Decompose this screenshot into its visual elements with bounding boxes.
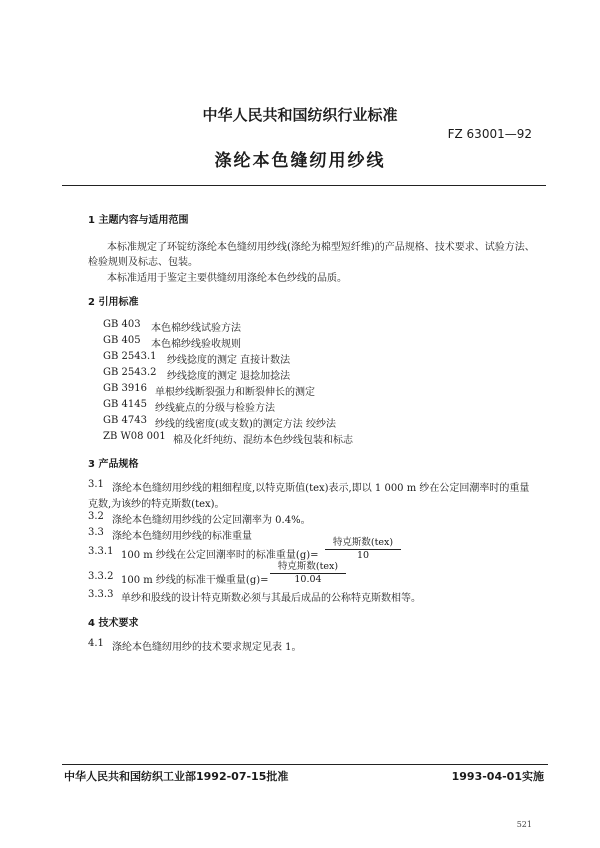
- org-title: 中华人民共和国纺织行业标准: [202, 106, 398, 124]
- doc-title: 涤纶本色缝纫用纱线: [214, 151, 386, 171]
- clause-3-3-3-number: 3.3.3: [88, 589, 114, 600]
- section-3-heading: 3 产品规格: [88, 459, 139, 470]
- reference-code: GB 4743: [103, 415, 147, 426]
- formula-numerator: 特克斯数(tex): [325, 537, 401, 550]
- reference-title: 本色棉纱线试验方法: [151, 323, 241, 334]
- s1-paragraph-line2: 检验规则及标志、包装。: [88, 257, 198, 268]
- section-1-heading: 1 主题内容与适用范围: [88, 215, 189, 226]
- clause-3-3-3-text: 单纱和股线的设计特克斯数必须与其最后成品的公称特克斯数相等。: [121, 593, 421, 604]
- footer-rule: [62, 764, 548, 765]
- reference-title: 单根纱线断裂强力和断裂伸长的测定: [155, 387, 315, 398]
- clause-4-1-number: 4.1: [88, 638, 104, 649]
- approval-line: 中华人民共和国纺织工业部1992-07-15批准: [64, 770, 289, 783]
- clause-3-1-line1: 涤纶本色缝纫用纱线的粗细程度,以特克斯值(tex)表示,即以 1 000 m 纱在公定回潮率时的重量: [112, 483, 530, 494]
- clause-3-3-2-text: 100 m 纱线的标准干燥重量(g)=: [121, 575, 269, 586]
- reference-title: 棉及化纤纯纺、混纺本色纱线包装和标志: [173, 435, 353, 446]
- formula-numerator: 特克斯数(tex): [270, 561, 346, 574]
- effective-date: 1993-04-01实施: [451, 770, 544, 783]
- clause-3-3-1-text: 100 m 纱线在公定回潮率时的标准重量(g)=: [121, 550, 319, 561]
- header-rule: [62, 185, 546, 186]
- reference-title: 纱线捻度的测定 退捻加捻法: [167, 371, 291, 382]
- reference-code: GB 405: [103, 335, 141, 346]
- dry-weight-formula: [270, 561, 346, 586]
- reference-code: ZB W08 001: [103, 431, 166, 442]
- clause-3-2-text: 涤纶本色缝纫用纱线的公定回潮率为 0.4%。: [112, 515, 311, 526]
- s1-paragraph-line1: 本标准规定了环锭纺涤纶本色缝纫用纱线(涤纶为棉型短纤维)的产品规格、技术要求、试验方法、: [107, 242, 535, 253]
- clause-3-3-2-number: 3.3.2: [88, 571, 114, 582]
- reference-code: GB 403: [103, 319, 141, 330]
- section-2-heading: 2 引用标准: [88, 297, 139, 308]
- reference-title: 纱线疵点的分级与检验方法: [155, 403, 275, 414]
- clause-3-1-line2: 克数,为该纱的特克斯数(tex)。: [88, 499, 225, 510]
- reference-code: GB 4145: [103, 399, 147, 410]
- reference-code: GB 2543.1: [103, 351, 157, 362]
- section-4-heading: 4 技术要求: [88, 618, 139, 629]
- s1-paragraph-2: 本标准适用于鉴定主要供缝纫用涤纶本色纱线的品质。: [107, 273, 347, 284]
- formula-denominator: 10.04: [294, 574, 322, 585]
- standard-weight-formula: [325, 537, 401, 562]
- clause-3-2-number: 3.2: [88, 511, 104, 522]
- clause-3-3-1-number: 3.3.1: [88, 546, 114, 557]
- reference-title: 纱线的线密度(或支数)的测定方法 绞纱法: [155, 419, 336, 430]
- standard-code: FZ 63001—92: [447, 127, 532, 141]
- clause-3-3-text: 涤纶本色缝纫用纱线的标准重量: [112, 531, 252, 542]
- reference-title: 纱线捻度的测定 直接计数法: [167, 355, 291, 366]
- page-number: 521: [516, 820, 532, 829]
- formula-denominator: 10: [356, 550, 370, 561]
- clause-4-1-text: 涤纶本色缝纫用纱的技术要求规定见表 1。: [112, 642, 302, 653]
- clause-3-1-number: 3.1: [88, 479, 104, 490]
- reference-title: 本色棉纱线验收规则: [151, 339, 241, 350]
- reference-code: GB 3916: [103, 383, 147, 394]
- clause-3-3-number: 3.3: [88, 527, 104, 538]
- reference-code: GB 2543.2: [103, 367, 157, 378]
